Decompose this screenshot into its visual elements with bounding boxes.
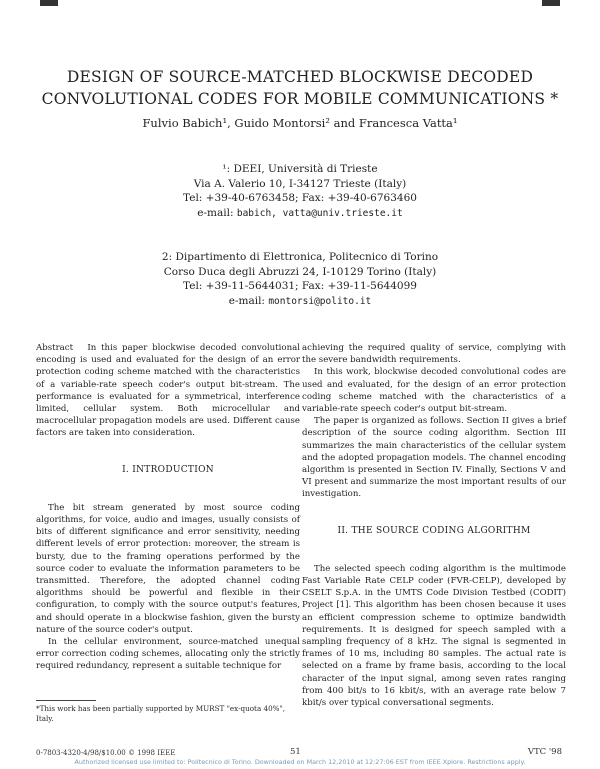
affiliation-email <box>60 294 540 310</box>
footer-copyright: 0-7803-4320-4/98/$10.00 © 1998 IEEE <box>36 749 176 757</box>
affiliation-trieste <box>60 162 540 221</box>
body-paragraph: In the cellular environment, source-matched unequal error correction coding schemes, allocating only the strictly required redundancy, represent a suitable technique for <box>36 637 300 672</box>
body-paragraph: In this work, blockwise decoded convolutional codes are used and evaluated, for the design of an error protection coding scheme matched with the characteristics of a variable-rate speech coder's output bit-stream. <box>302 367 566 415</box>
footnote: *This work has been partially supported by MURST "ex-quota 40%", Italy. <box>36 704 286 723</box>
left-column <box>36 342 300 673</box>
affiliation-email <box>60 206 540 222</box>
affiliation-line: Tel: +39-40-6763458; Fax: +39-40-6763460 <box>183 192 417 204</box>
affiliation-line: Corso Duca degli Abruzzi 24, I-10129 Torino (Italy) <box>163 265 437 278</box>
email-label: e-mail: <box>197 206 234 219</box>
footnote-rule <box>36 700 96 701</box>
section-heading-introduction: I. INTRODUCTION <box>122 464 214 475</box>
title-line-2: CONVOLUTIONAL CODES FOR MOBILE COMMUNICATIONS * <box>41 90 559 108</box>
body-paragraph: The paper is organized as follows. Section II gives a brief description of the source coding algorithm. Section III summarizes the main characteristics of the cellular system and the adopted propagation models. The channel encoding algorithm is presented in Section IV. Finally, Sections V and VI present and summarize the most important results of our investigation. <box>302 416 566 500</box>
email-label: e-mail: <box>228 294 265 307</box>
footer-conference: VTC '98 <box>527 747 562 757</box>
body-paragraph: The bit stream generated by most source coding algorithms, for voice, audio and images, usually consists of bits of different significance and error sensitivity, needing different levels of error protection: moreover, the stream is bursty, due to the framing operations performed by the source coder to evaluate the information parameters to be transmitted. Therefore, the adopted channel coding algorithms should be powerful and flexible in their configuration, to comply with the source output's features, and should operate in a blockwise fashion, given the bursty nature of the source coder's output. <box>36 502 300 635</box>
affiliation-line: 2: Dipartimento di Elettronica, Politecnico di Torino <box>161 251 439 263</box>
title-line-1: DESIGN OF SOURCE-MATCHED BLOCKWISE DECODED <box>66 68 534 86</box>
crop-mark-right <box>542 0 560 6</box>
email-address: babich, vatta@univ.trieste.it <box>236 207 403 219</box>
paper-title <box>40 66 560 110</box>
abstract-paragraph <box>36 342 300 440</box>
body-paragraph: The selected speech coding algorithm is the multimode Fast Variable Rate CELP coder (FVR-CELP), developed by CSELT S.p.A. in the UMTS Code Division Testbed (CODIT) Project [1]. This algorithm has been chosen because it uses an efficient compression scheme to optimize bandwidth requirements. It is designed for speech sampled with a sampling frequency of 8 kHz. The signal is segmented in frames of 10 ms, including 80 samples. The actual rate is selected on a frame by frame basis, according to the local character of the input signal, among seven rates ranging from 400 bit/s to 16 kbit/s, with an average rate below 7 kbit/s over typical conversational segments. <box>302 563 566 709</box>
abstract-label: Abstract <box>36 343 74 353</box>
affiliation-line: ¹: DEEI, Università di Trieste <box>222 163 378 175</box>
section-heading-source-coding: II. THE SOURCE CODING ALGORITHM <box>337 525 531 536</box>
body-paragraph: achieving the required quality of service, complying with the severe bandwidth requirements. <box>302 343 566 366</box>
author-list: Fulvio Babich¹, Guido Montorsi² and Francesca Vatta¹ <box>142 116 458 130</box>
affiliation-line: Tel: +39-11-5644031; Fax: +39-11-5644099 <box>183 280 417 292</box>
affiliation-torino <box>60 250 540 309</box>
email-address: montorsi@polito.it <box>268 295 372 307</box>
right-column <box>302 342 566 709</box>
crop-mark-left <box>40 0 58 6</box>
affiliation-line: Via A. Valerio 10, I-34127 Trieste (Italy) <box>193 177 407 190</box>
authorization-notice: Authorized licensed use limited to: Politecnico di Torino. Downloaded on March 12,2010 at 12:27:06 EST from IEEE Xplore. Restrictions apply. <box>74 758 526 766</box>
abstract-text: In this paper blockwise decoded convolutional encoding is used and evaluated for the design of an error protection coding scheme matched with the characteristics of a variable-rate speech coder's output bit-stream. The performance is evaluated for a symmetrical, interference limited, cellular system. Both microcellular and macrocellular propagation models are used. Different cause factors are taken into consideration. <box>36 343 300 439</box>
footer-page-number: 51 <box>290 747 301 757</box>
